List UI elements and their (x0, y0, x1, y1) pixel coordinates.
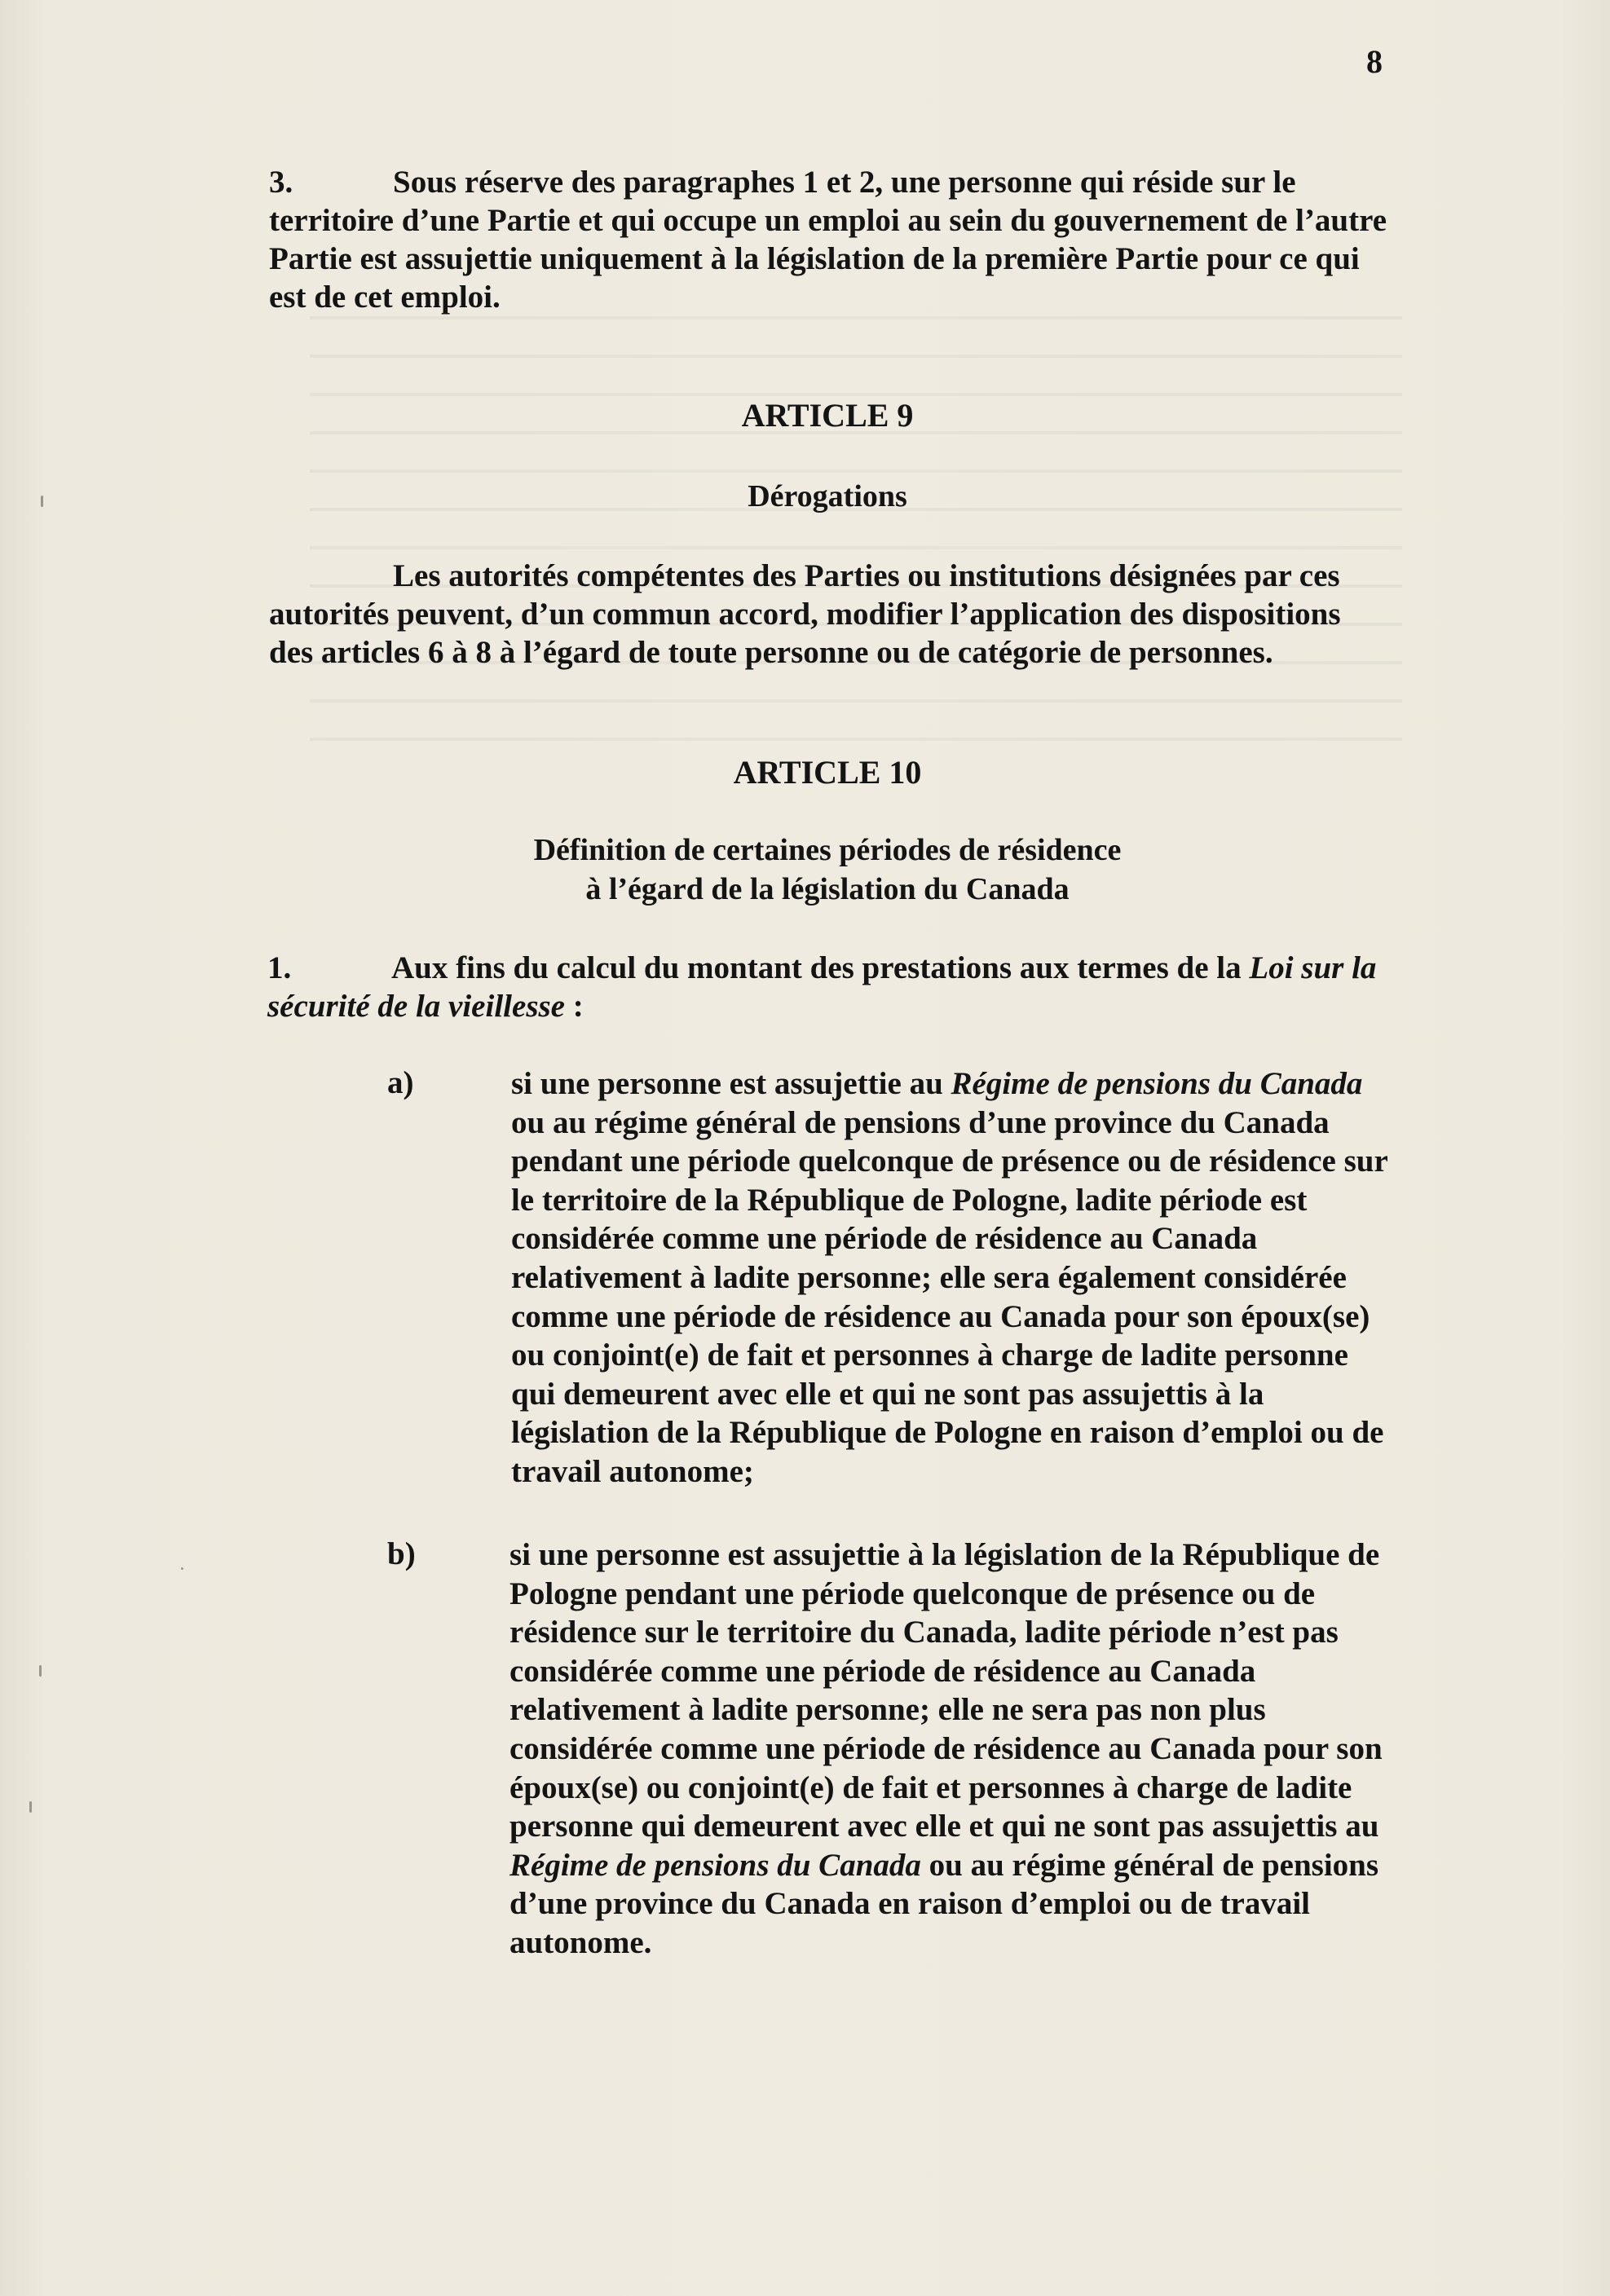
article-10-title (0, 831, 1610, 909)
paragraph-text: Aux fins du calcul du montant des prestations aux termes de la (391, 950, 1250, 985)
item-label: a) (387, 1065, 414, 1100)
item-text-start: si une personne est assujettie à la législation de la République de Pologne pendant une période quelconque de présence ou de résidence sur le territoire du Canada, ladite période n’est pas considérée comme une période de résidence au Canada relativement à ladite personne; elle ne sera pas non plus considérée comme une période de résidence au Canada pour son époux(se) ou conjoint(e) de fait et personnes à charge de ladite personne qui demeurent avec elle et qui ne sont pas assujettis au (509, 1537, 1383, 1844)
margin-mark (181, 1567, 183, 1570)
article-9-heading: ARTICLE 9 (741, 397, 914, 434)
paragraph-number: 3. (269, 165, 293, 200)
item-text-start: si une personne est assujettie au (511, 1066, 951, 1101)
paragraph-text: Les autorités compétentes des Parties ou institutions désignées par ces autorités peuvent, d’un commun accord, modifier l’application des dispositions des articles 6 à 8 à l’égard de toute personne ou de catégorie de personnes. (269, 558, 1341, 670)
title-line-2: à l’égard de la législation du Canada (585, 872, 1070, 906)
paragraph-text-end: : (564, 989, 584, 1024)
item-label: b) (387, 1536, 416, 1571)
article-9-text (269, 557, 1390, 672)
paragraph-number: 1. (267, 950, 292, 985)
item-text (511, 1064, 1400, 1492)
title-line-1: Définition de certaines périodes de résidence (533, 833, 1122, 867)
paragraph-text: Sous réserve des paragraphes 1 et 2, une personne qui réside sur le territoire d’une Partie et qui occupe un emploi au sein du gouvernement de l’autre Partie est assujettie uniquement à la législation de la première Partie pour ce qui est de cet emploi. (269, 165, 1387, 315)
bleed-through-texture (310, 293, 1402, 750)
plan-title: Régime de pensions du Canada (509, 1847, 921, 1883)
margin-mark (39, 1665, 42, 1677)
item-text (509, 1536, 1398, 1963)
margin-mark (29, 1801, 32, 1813)
article-10-heading: ARTICLE 10 (733, 754, 922, 791)
article-10-paragraph-1 (267, 949, 1409, 1025)
plan-title: Régime de pensions du Canada (951, 1066, 1363, 1101)
item-text-rest: ou au régime général de pensions d’une province du Canada en raison d’emploi ou de travail autonome. (509, 1847, 1379, 1960)
page-number: 8 (1366, 43, 1383, 80)
article-9-title: Dérogations (748, 479, 907, 513)
law-title: Loi sur la sécurité de la vieillesse (267, 950, 1377, 1024)
item-text-rest: ou au régime général de pensions d’une province du Canada pendant une période quelconque de présence ou de résidence sur le territoire de la République de Pologne, ladite période est considérée comme une période de résidence au Canada relativement à ladite personne; elle sera également considérée comme une période de résidence au Canada pour son époux(se) ou conjoint(e) de fait et personnes à charge de ladite personne qui demeurent avec elle et qui ne sont pas assujettis à la législation de la République de Pologne en raison d’emploi ou de travail autonome; (511, 1104, 1388, 1489)
paragraph-3 (269, 163, 1390, 316)
